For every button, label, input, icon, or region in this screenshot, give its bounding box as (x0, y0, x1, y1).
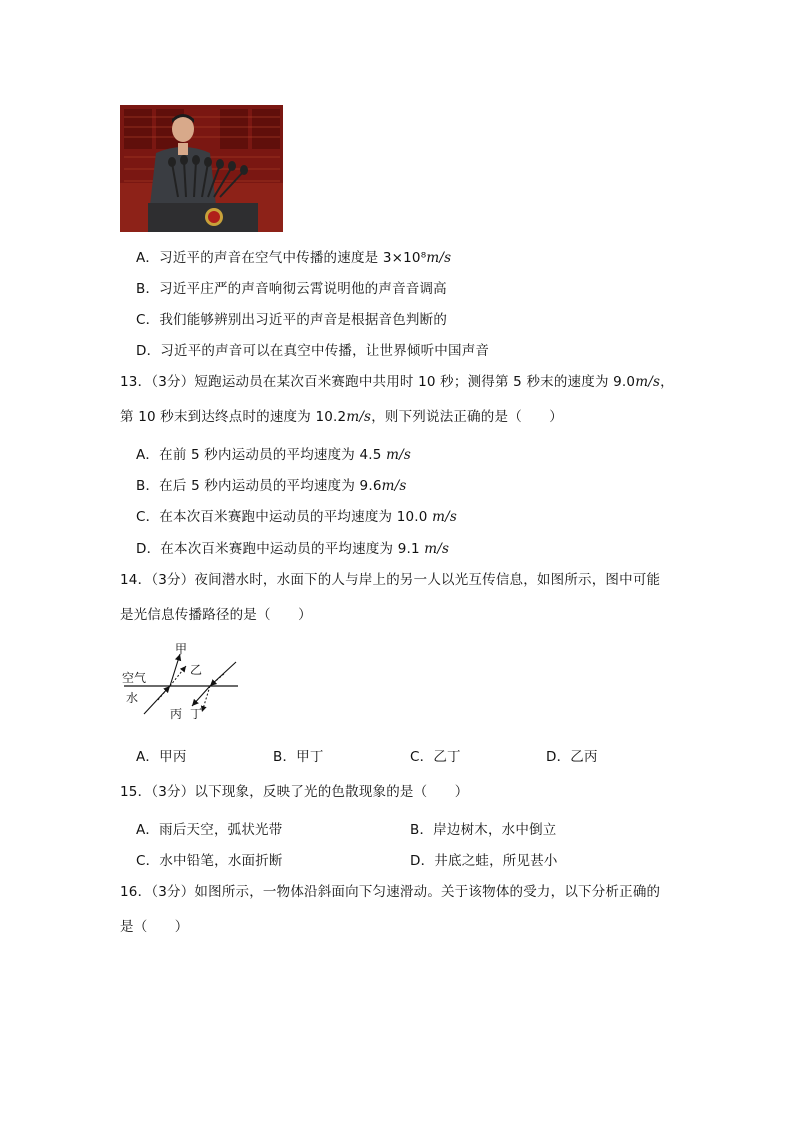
q16-stem-line2: 是（ ） (120, 919, 189, 935)
q14-option-d: D．乙丙 (546, 749, 598, 765)
label-ding: 丁 (190, 707, 203, 720)
q14-option-b: B．甲丁 (273, 749, 324, 765)
speech-photo (120, 105, 283, 232)
label-water: 水 (126, 691, 139, 705)
label-yi: 乙 (190, 663, 203, 677)
label-bing: 丙 (170, 707, 183, 720)
q12-option-a: A．习近平的声音在空气中传播的速度是 3×10⁸m/s (136, 250, 452, 266)
q13-stem-line2: 第 10 秒末到达终点时的速度为 10.2m/s，则下列说法正确的是（ ） (120, 409, 564, 425)
q12-option-b: B．习近平庄严的声音响彻云霄说明他的声音音调高 (136, 281, 447, 297)
q13-stem-line1: 13．（3分）短跑运动员在某次百米赛跑中共用时 10 秒；测得第 5 秒末的速度为 9.0m/s， (120, 374, 674, 390)
q12-option-c: C．我们能够辨别出习近平的声音是根据音色判断的 (136, 312, 448, 328)
q14-stem-line2: 是光信息传播路径的是（ ） (120, 607, 312, 623)
label-jia: 甲 (175, 642, 188, 656)
q15-option-a: A．雨后天空，弧状光带 (136, 822, 283, 838)
q15-option-c: C．水中铅笔，水面折断 (136, 853, 283, 869)
q14-stem-line1: 14．（3分）夜间潜水时，水面下的人与岸上的另一人以光互传信息，如图所示，图中可能 (120, 572, 661, 588)
q14-option-c: C．乙丁 (410, 749, 461, 765)
q13-option-d: D．在本次百米赛跑中运动员的平均速度为 9.1 m/s (136, 541, 450, 557)
q14-option-a: A．甲丙 (136, 749, 187, 765)
q15-option-d: D．井底之蛙，所见甚小 (410, 853, 558, 869)
unit: m/s (426, 250, 452, 266)
q13-option-c: C．在本次百米赛跑中运动员的平均速度为 10.0 m/s (136, 509, 457, 525)
q15-stem: 15．（3分）以下现象，反映了光的色散现象的是（ ） (120, 784, 469, 800)
label-air: 空气 (122, 671, 147, 685)
q16-stem-line1: 16．（3分）如图所示，一物体沿斜面向下匀速滑动。关于该物体的受力，以下分析正确的 (120, 884, 661, 900)
q13-option-a: A．在前 5 秒内运动员的平均速度为 4.5 m/s (136, 447, 411, 463)
q12-option-d: D．习近平的声音可以在真空中传播，让世界倾听中国声音 (136, 343, 490, 359)
refraction-diagram (120, 642, 242, 720)
q13-option-b: B．在后 5 秒内运动员的平均速度为 9.6m/s (136, 478, 407, 494)
q15-option-b: B．岸边树木，水中倒立 (410, 822, 557, 838)
